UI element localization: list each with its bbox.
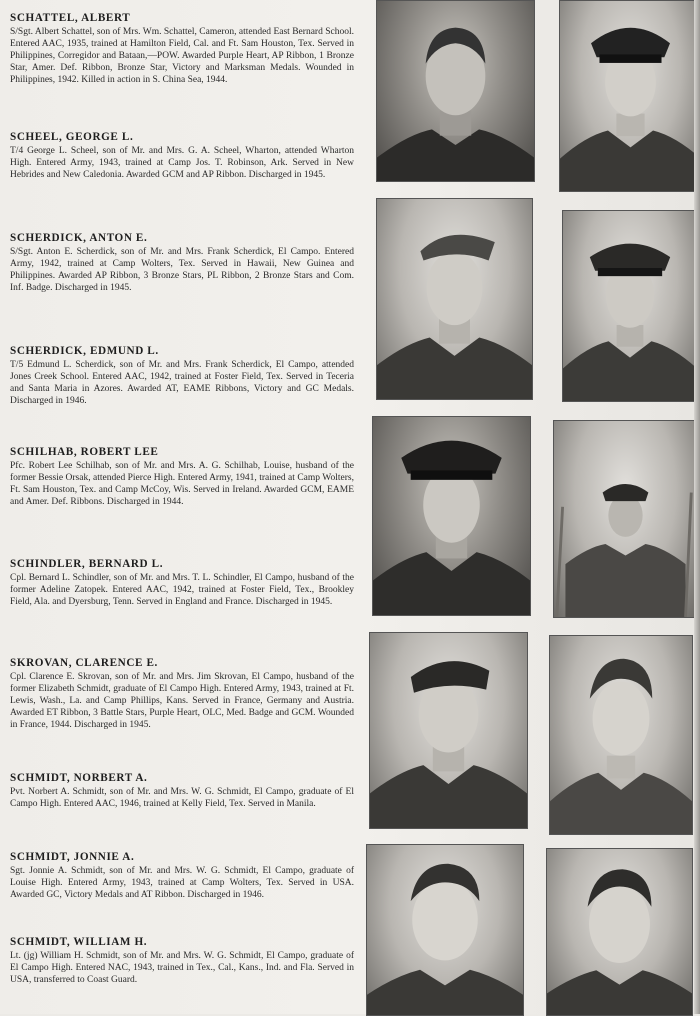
entry-schindler-bernard <box>10 558 354 608</box>
entry-name: SCHMIDT, NORBERT A. <box>10 772 148 784</box>
entry-skrovan-clarence <box>10 657 354 731</box>
entry-name: SCHMIDT, WILLIAM H. <box>10 936 148 948</box>
portrait-photo <box>376 0 535 182</box>
entry-name: SCHILHAB, ROBERT LEE <box>10 446 159 458</box>
entry-bio: T/4 George L. Scheel, son of Mr. and Mrs. G. A. Scheel, Wharton, attended Wharton High. Entered Army, 1943, trained at Camp Jos. T. Robinson, Ark. Served in New Hebrides and New Caledonia. Awarded GCM and AP Ribbon. Discharged in 1945. <box>10 146 354 180</box>
entry-schmidt-norbert <box>10 772 354 810</box>
entry-name: SKROVAN, CLARENCE E. <box>10 657 158 669</box>
entry-schmidt-william <box>10 936 354 986</box>
page-binding-edge <box>694 0 700 1014</box>
entry-bio: Lt. (jg) William H. Schmidt, son of Mr. and Mrs. W. G. Schmidt, El Campo, graduate of El Campo High. Entered NAC, 1943, trained in Tex., Cal., Kans., Ind. and Fla. Served in USA, transferred to Coast Guard. <box>10 951 354 985</box>
entry-bio: S/Sgt. Albert Schattel, son of Mrs. Wm. Schattel, Cameron, attended East Bernard School. Entered AAC, 1935, trained at Hamilton Field, Cal. and Ft. Sam Houston, Tex. Served in Philippines, Corregidor and Bataan,—POW. Awarded Purple Heart, AP Ribbon, 1 Bronze Star, Amer. Def. Ribbon, Bronze Star, Victory and Marksman Medals. Wounded in Philippines, 1942. Killed in action in S. China Sea, 1944. <box>10 27 354 85</box>
entry-name: SCHERDICK, EDMUND L. <box>10 345 159 357</box>
entry-scherdick-edmund <box>10 345 354 407</box>
portrait-photo <box>369 632 528 829</box>
portrait-photo <box>376 198 533 400</box>
entry-name: SCHMIDT, JONNIE A. <box>10 851 135 863</box>
entry-name: SCHATTEL, ALBERT <box>10 12 131 24</box>
entry-scheel-george <box>10 131 354 181</box>
portrait-photo <box>546 848 693 1016</box>
entry-name: SCHINDLER, BERNARD L. <box>10 558 164 570</box>
entry-bio: T/5 Edmund L. Scherdick, son of Mr. and Mrs. Frank Scherdick, El Campo, attended Jones Creek School. Entered AAC, 1942, trained at Foster Field, Tex. Served in Teceria and Santa Maria in Azores. Awarded AT, EAME Ribbons, Victory and GC Medals. Discharged in 1946. <box>10 360 354 406</box>
entry-bio: Pvt. Norbert A. Schmidt, son of Mr. and Mrs. W. G. Schmidt, El Campo, graduate of El Campo High. Entered AAC, 1946, trained at Kelly Field, Tex. Served in Manila. <box>10 787 354 809</box>
entry-bio: Pfc. Robert Lee Schilhab, son of Mr. and Mrs. A. G. Schilhab, Louise, husband of the former Bessie Orsak, attended Pierce High. Entered Army, 1941, trained at Camp Wolters, Ft. Sam Houston, Tex. and Camp McCoy, Wis. Served in Ireland. Awarded GCM, EAME and Amer. Def. Ribbons. Discharged in 1944. <box>10 461 354 507</box>
entry-bio: Cpl. Bernard L. Schindler, son of Mr. and Mrs. T. L. Schindler, El Campo, husband of the former Adeline Zatopek. Entered AAC, 1942, trained at Foster Field, Tex., Brookley Field, Ala. and Dyersburg, Tenn. Served in England and France. Discharged in 1945. <box>10 573 354 607</box>
entry-bio: Sgt. Jonnie A. Schmidt, son of Mr. and Mrs. W. G. Schmidt, El Campo, graduate of Louise High. Entered Army, 1943, trained at Camp Wolters, Tex. Served in USA. Awarded GC, Victory Medals and AT Ribbon. Discharged in 1946. <box>10 866 354 900</box>
portrait-photo <box>559 0 700 192</box>
portrait-photo <box>372 416 531 616</box>
entry-schilhab-robert <box>10 446 354 508</box>
portrait-photo <box>562 210 698 402</box>
entry-schmidt-jonnie <box>10 851 354 901</box>
portrait-photo <box>549 635 693 835</box>
portrait-photo <box>553 420 698 618</box>
entry-scherdick-anton <box>10 232 354 294</box>
entry-schattel-albert <box>10 12 354 86</box>
entry-name: SCHERDICK, ANTON E. <box>10 232 148 244</box>
portrait-photo <box>366 844 524 1016</box>
entry-name: SCHEEL, GEORGE L. <box>10 131 134 143</box>
entry-bio: S/Sgt. Anton E. Scherdick, son of Mr. and Mrs. Frank Scherdick, El Campo. Entered Army, 1942, trained at Camp Wolters, Tex. Served in Hawaii, New Guinea and Philippines. Awarded AP Ribbon, 3 Bronze Stars, PL Ribbon, 2 Bronze Stars and Com. Inf. Badge. Discharged in 1945. <box>10 247 354 293</box>
entry-bio: Cpl. Clarence E. Skrovan, son of Mr. and Mrs. Jim Skrovan, El Campo, husband of the former Elizabeth Schmidt, graduate of El Campo High. Entered Army, 1943, trained at Ft. Lewis, Wash., La. and Camp Phillips, Kans. Served in France, Germany and Austria. Awarded ET Ribbon, 3 Battle Stars, Purple Heart, OLC, Med. Badge and GCM. Wounded in France, 1944. Discharged in 1945. <box>10 672 354 730</box>
